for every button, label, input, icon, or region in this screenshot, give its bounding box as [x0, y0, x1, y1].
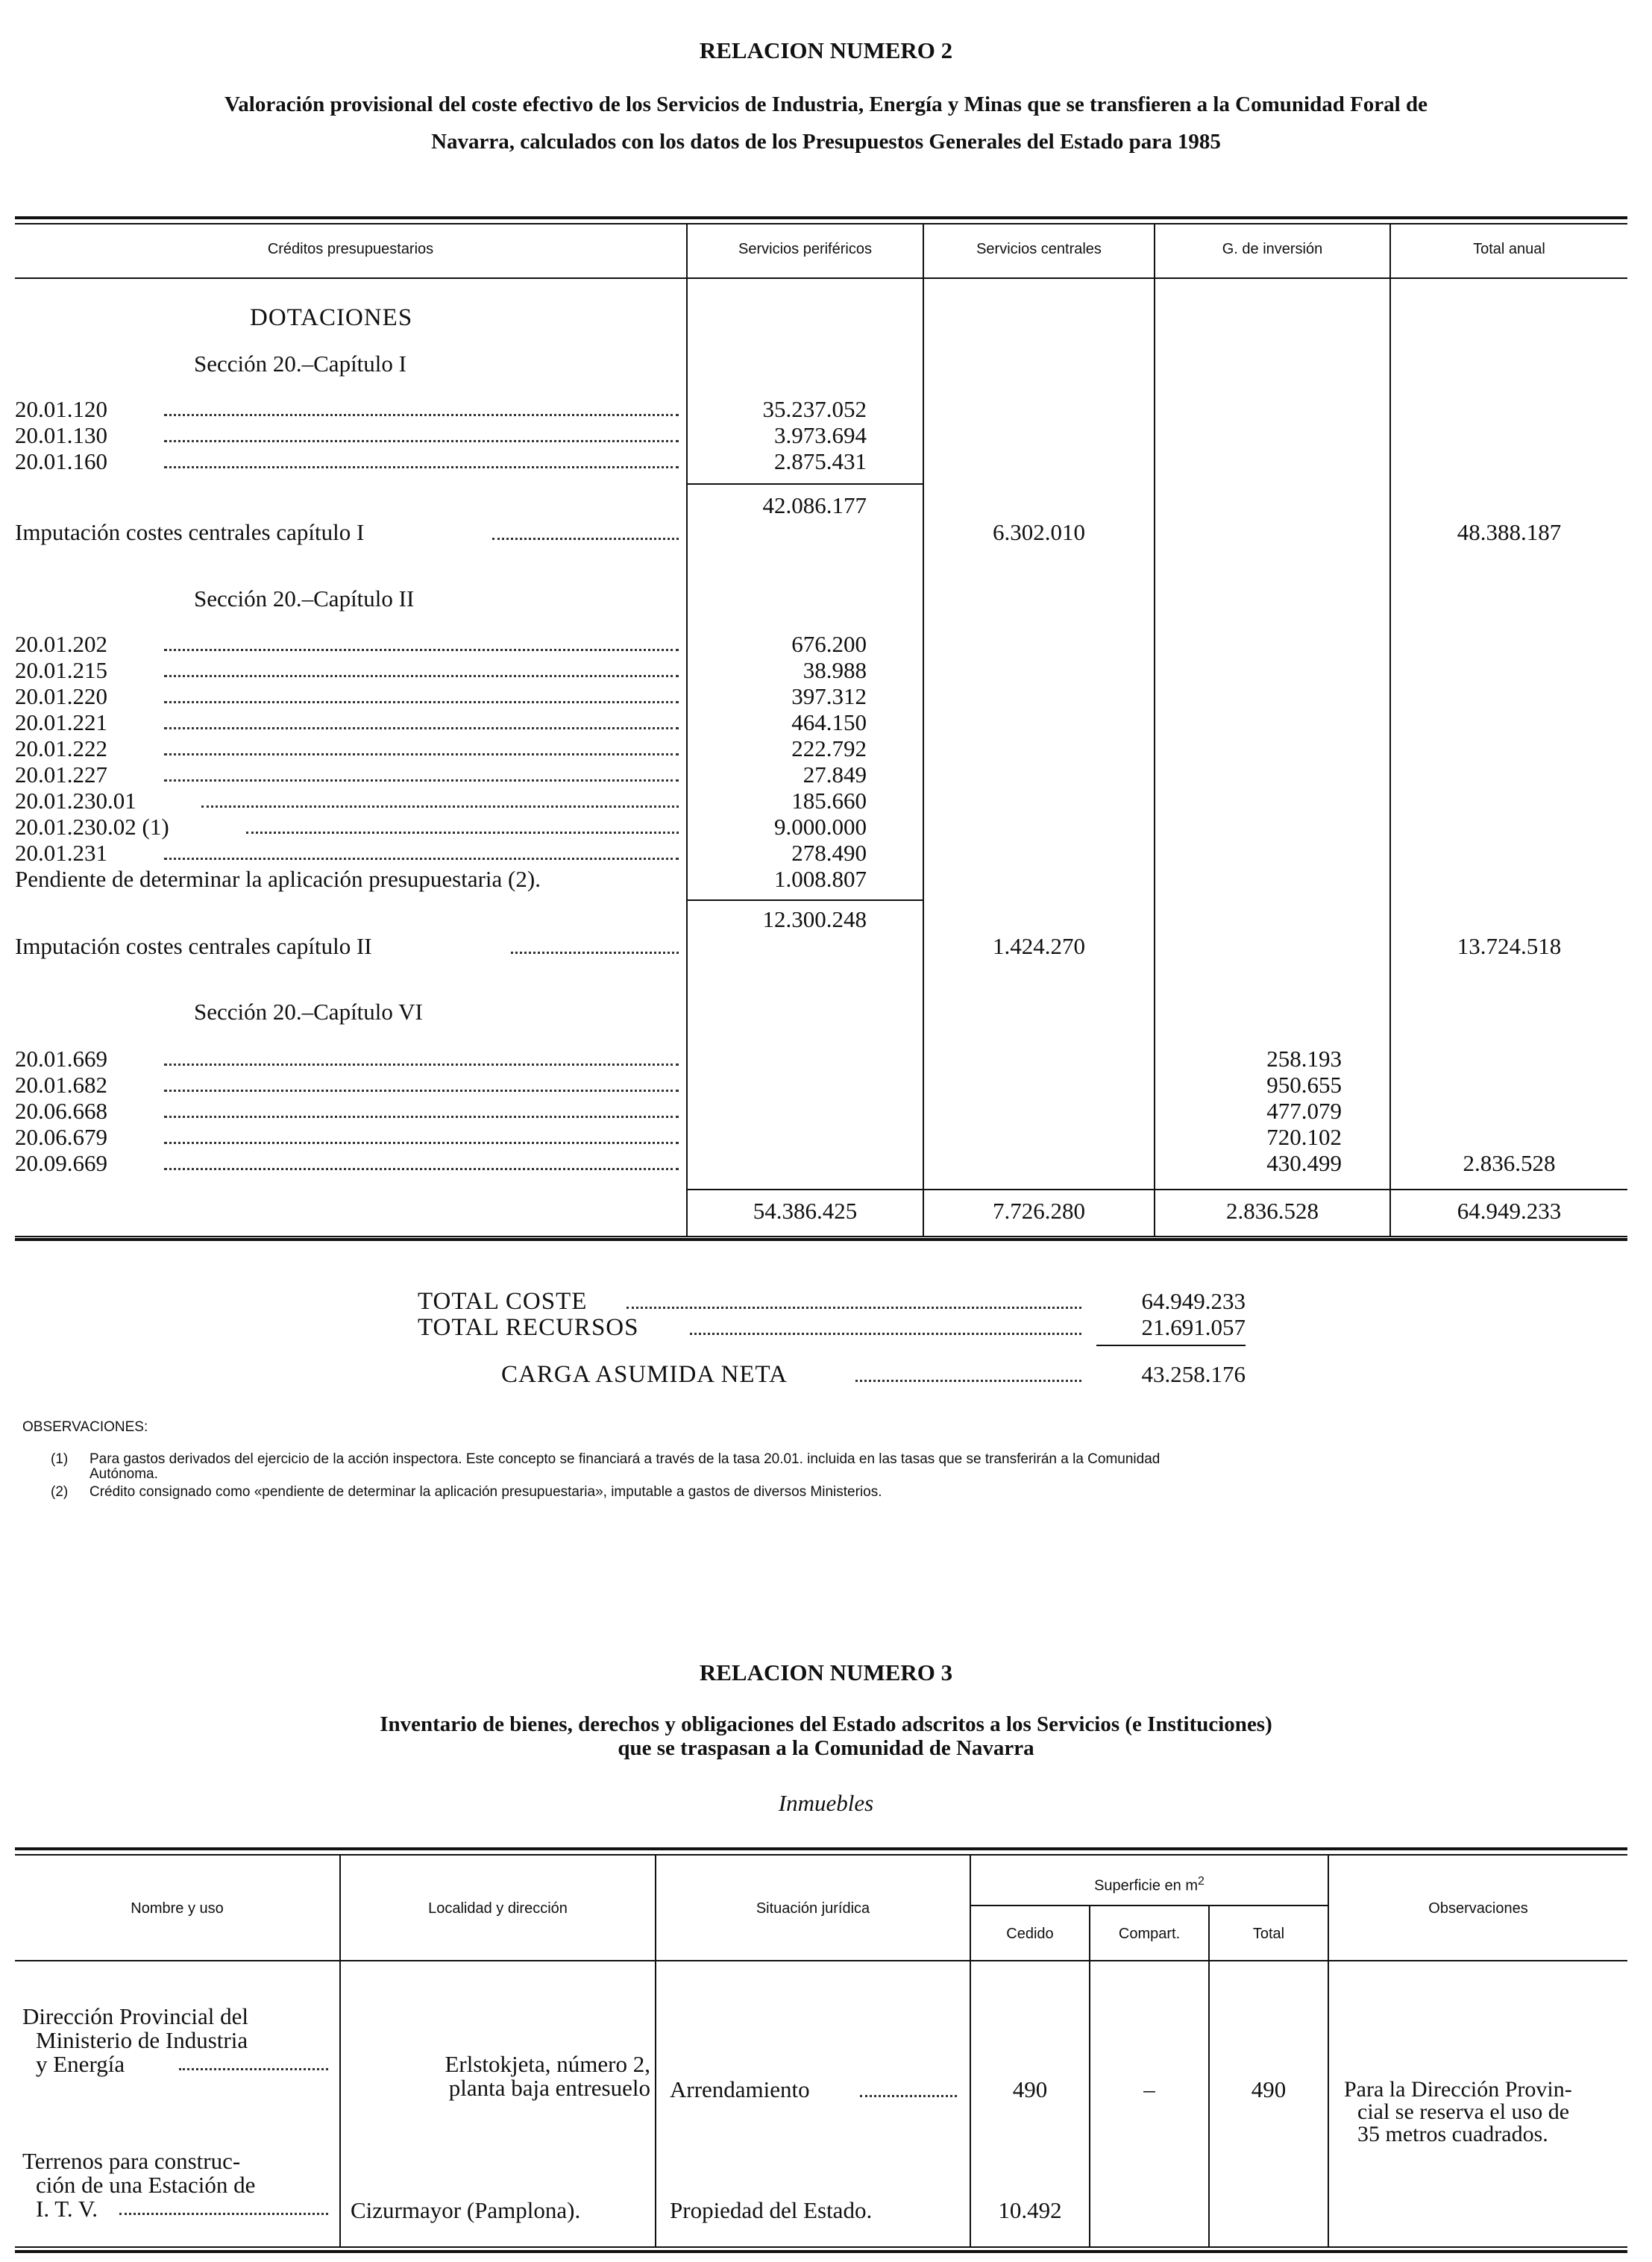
col-centrales: Servicios centrales: [976, 241, 1102, 257]
row1-localidad-line: planta baja entresuelo: [448, 2075, 650, 2101]
col3-compart: Compart.: [1118, 1926, 1181, 1942]
rel2-subtitle-2: Navarra, calculados con los datos de los Presupuestos Generales del Estado para 1985: [431, 130, 1221, 154]
cap1-subtotal: 42.086.177: [762, 492, 867, 518]
carga-value: 43.258.176: [1141, 1361, 1246, 1387]
cap2-value: 185.660: [791, 788, 867, 814]
cap2-total: 13.724.518: [1457, 933, 1562, 959]
carga-label: CARGA ASUMIDA NETA: [501, 1361, 788, 1388]
cap2-imputacion-label: Imputación costes centrales capítulo II: [15, 933, 372, 959]
total-coste-row: [418, 1288, 1089, 1315]
cap2-code: 20.01.227: [15, 761, 107, 788]
col3-superficie-label: Superficie en m: [1094, 1877, 1199, 1894]
col3-cedido: Cedido: [1006, 1926, 1054, 1942]
total-centrales: 7.726.280: [993, 1198, 1085, 1224]
cap1-code: 20.01.160: [15, 448, 107, 474]
cap2-value: 27.849: [803, 761, 867, 788]
col-inversion: G. de inversión: [1222, 241, 1323, 257]
dotaciones-label: DOTACIONES: [250, 304, 413, 331]
obs-title: OBSERVACIONES:: [22, 1419, 148, 1435]
col-creditos: Créditos presupuestarios: [267, 241, 434, 257]
row1-nombre-line: Ministerio de Industria: [36, 2027, 248, 2053]
cap2-subtotal: 12.300.248: [762, 906, 867, 932]
col3-superficie: [971, 1875, 1328, 1895]
col3-nombre: Nombre y uso: [131, 1900, 224, 1917]
rel2-subtitle-1: Valoración provisional del coste efectivo de los Servicios de Industria, Energía y Minas que se transfieren a la Comunidad Foral de: [224, 92, 1428, 116]
row1-localidad-line: Erlstokjeta, número 2,: [445, 2051, 650, 2077]
row1-compart: –: [1143, 2076, 1155, 2102]
cap6-value: 258.193: [1266, 1046, 1342, 1072]
section-cap2: Sección 20.–Capítulo II: [194, 585, 415, 612]
row1-nombre-line: Dirección Provincial del: [22, 2003, 249, 2029]
cap1-value: 35.237.052: [762, 396, 867, 422]
cap1-codes: [15, 396, 686, 474]
row1-situacion-text: Arrendamiento: [670, 2076, 810, 2102]
cap6-code: 20.01.669: [15, 1046, 107, 1072]
cap1-total: 48.388.187: [1457, 519, 1562, 545]
row2-nombre-line: Terrenos para construc-: [22, 2148, 241, 2174]
obs2-text: Crédito consignado como «pendiente de determinar la aplicación presupuestaria», imputable a gastos de diversos Ministerios.: [89, 1484, 882, 1500]
cap2-value: 676.200: [791, 631, 867, 657]
cap2-value: 9.000.000: [774, 814, 867, 840]
rel2-heading: RELACION NUMERO 2: [699, 37, 953, 63]
cap2-code: 20.01.222: [15, 735, 107, 761]
cap6-value: 950.655: [1266, 1072, 1342, 1098]
cap6-code: 20.06.668: [15, 1098, 107, 1124]
total-anual: 64.949.233: [1457, 1198, 1562, 1224]
cap6-value: 720.102: [1266, 1124, 1342, 1150]
cap6-code: 20.06.679: [15, 1124, 107, 1150]
cap6-total: 2.836.528: [1463, 1150, 1556, 1176]
cap2-code: 20.01.230.02 (1): [15, 814, 169, 840]
row1-situacion: [670, 2076, 964, 2103]
row1-obs-line: Para la Dirección Provin-: [1344, 2077, 1572, 2102]
cap2-code: 20.01.221: [15, 709, 107, 735]
total-inversion: 2.836.528: [1226, 1198, 1319, 1224]
cap2-code: 20.01.230.01: [15, 788, 136, 814]
row2-localidad: Cizurmayor (Pamplona).: [351, 2197, 581, 2223]
cap2-code: 20.01.202: [15, 631, 107, 657]
cap1-central: 6.302.010: [993, 519, 1085, 545]
col3-situacion: Situación jurídica: [756, 1900, 870, 1917]
row1-observaciones: [1344, 2079, 1627, 2146]
cap1-code: 20.01.120: [15, 396, 107, 422]
total-coste-label: TOTAL COSTE: [418, 1288, 588, 1315]
cap2-code: 20.01.220: [15, 683, 107, 709]
carga-row: [501, 1361, 1089, 1388]
section-cap6: Sección 20.–Capítulo VI: [194, 999, 423, 1025]
cap6-code: 20.01.682: [15, 1072, 107, 1098]
rel3-section-inmuebles: Inmuebles: [778, 1790, 874, 1816]
obs1-number: (1): [51, 1451, 69, 1467]
cap2-code: 20.01.231: [15, 840, 107, 866]
cap2-value: 38.988: [803, 657, 867, 683]
total-recursos-value: 21.691.057: [1141, 1314, 1246, 1340]
cap6-value: 477.079: [1266, 1098, 1342, 1124]
cap2-codes: [15, 631, 686, 892]
row2-nombre-line: I. T. V.: [36, 2196, 98, 2222]
total-perifericos: 54.386.425: [753, 1198, 858, 1224]
cap6-value: 430.499: [1266, 1150, 1342, 1176]
rel3-subtitle-2: que se traspasan a la Comunidad de Navarra: [618, 1736, 1034, 1760]
section-cap1: Sección 20.–Capítulo I: [194, 351, 406, 377]
row2-nombre: [22, 2149, 336, 2221]
col3-total: Total: [1252, 1926, 1285, 1942]
row1-nombre-line: y Energía: [36, 2051, 125, 2077]
rel3-heading: RELACION NUMERO 3: [699, 1659, 953, 1685]
row1-nombre: [22, 2005, 336, 2076]
col-total: Total anual: [1473, 241, 1545, 257]
total-coste-value: 64.949.233: [1141, 1288, 1246, 1314]
row2-cedido: 10.492: [998, 2197, 1062, 2223]
cap1-code: 20.01.130: [15, 422, 107, 448]
cap2-values: [688, 631, 867, 892]
cap2-value: 278.490: [791, 840, 867, 866]
cap1-value: 2.875.431: [774, 448, 867, 474]
cap1-values: [688, 396, 867, 474]
row1-localidad: [345, 2052, 650, 2100]
row1-obs-line: cial se reserva el uso de: [1357, 2099, 1570, 2124]
pendiente-label: Pendiente de determinar la aplicación presupuestaria (2).: [15, 866, 541, 892]
cap1-value: 3.973.694: [774, 422, 867, 448]
col3-superficie-exp: 2: [1198, 1875, 1205, 1888]
pendiente-value: 1.008.807: [774, 866, 867, 892]
cap2-value: 464.150: [791, 709, 867, 735]
cap1-imputacion: [15, 519, 686, 546]
row1-total: 490: [1251, 2076, 1287, 2102]
obs2-number: (2): [51, 1484, 69, 1500]
obs1-text: Para gastos derivados del ejercicio de la acción inspectora. Este concepto se financiará a través de la tasa 20.01. incluida en las tasas que se transferirán a la Comunidad: [89, 1451, 1161, 1467]
cap1-imputacion-label: Imputación costes centrales capítulo I: [15, 519, 365, 545]
cap2-code: 20.01.215: [15, 657, 107, 683]
cap2-central: 1.424.270: [993, 933, 1085, 959]
total-recursos-label: TOTAL RECURSOS: [418, 1314, 639, 1341]
rel3-subtitle-1: Inventario de bienes, derechos y obligaciones del Estado adscritos a los Servicios (e Instituciones): [380, 1712, 1272, 1736]
row2-situacion: Propiedad del Estado.: [670, 2197, 873, 2223]
cap2-imputacion: [15, 933, 686, 960]
cap2-value: 222.792: [791, 735, 867, 761]
total-recursos-row: [418, 1314, 1089, 1341]
row1-obs-line: 35 metros cuadrados.: [1357, 2122, 1548, 2146]
cap6-codes: [15, 1046, 686, 1176]
obs1-text-cont: Autónoma.: [89, 1466, 158, 1482]
col3-observaciones: Observaciones: [1428, 1900, 1528, 1917]
row2-nombre-line: ción de una Estación de: [36, 2172, 256, 2198]
col3-localidad: Localidad y dirección: [428, 1900, 568, 1917]
cap6-code: 20.09.669: [15, 1150, 107, 1176]
cap6-values: [1155, 1046, 1342, 1176]
col-perifericos: Servicios periféricos: [738, 241, 872, 257]
cap2-value: 397.312: [791, 683, 867, 709]
row1-cedido: 490: [1012, 2076, 1048, 2102]
